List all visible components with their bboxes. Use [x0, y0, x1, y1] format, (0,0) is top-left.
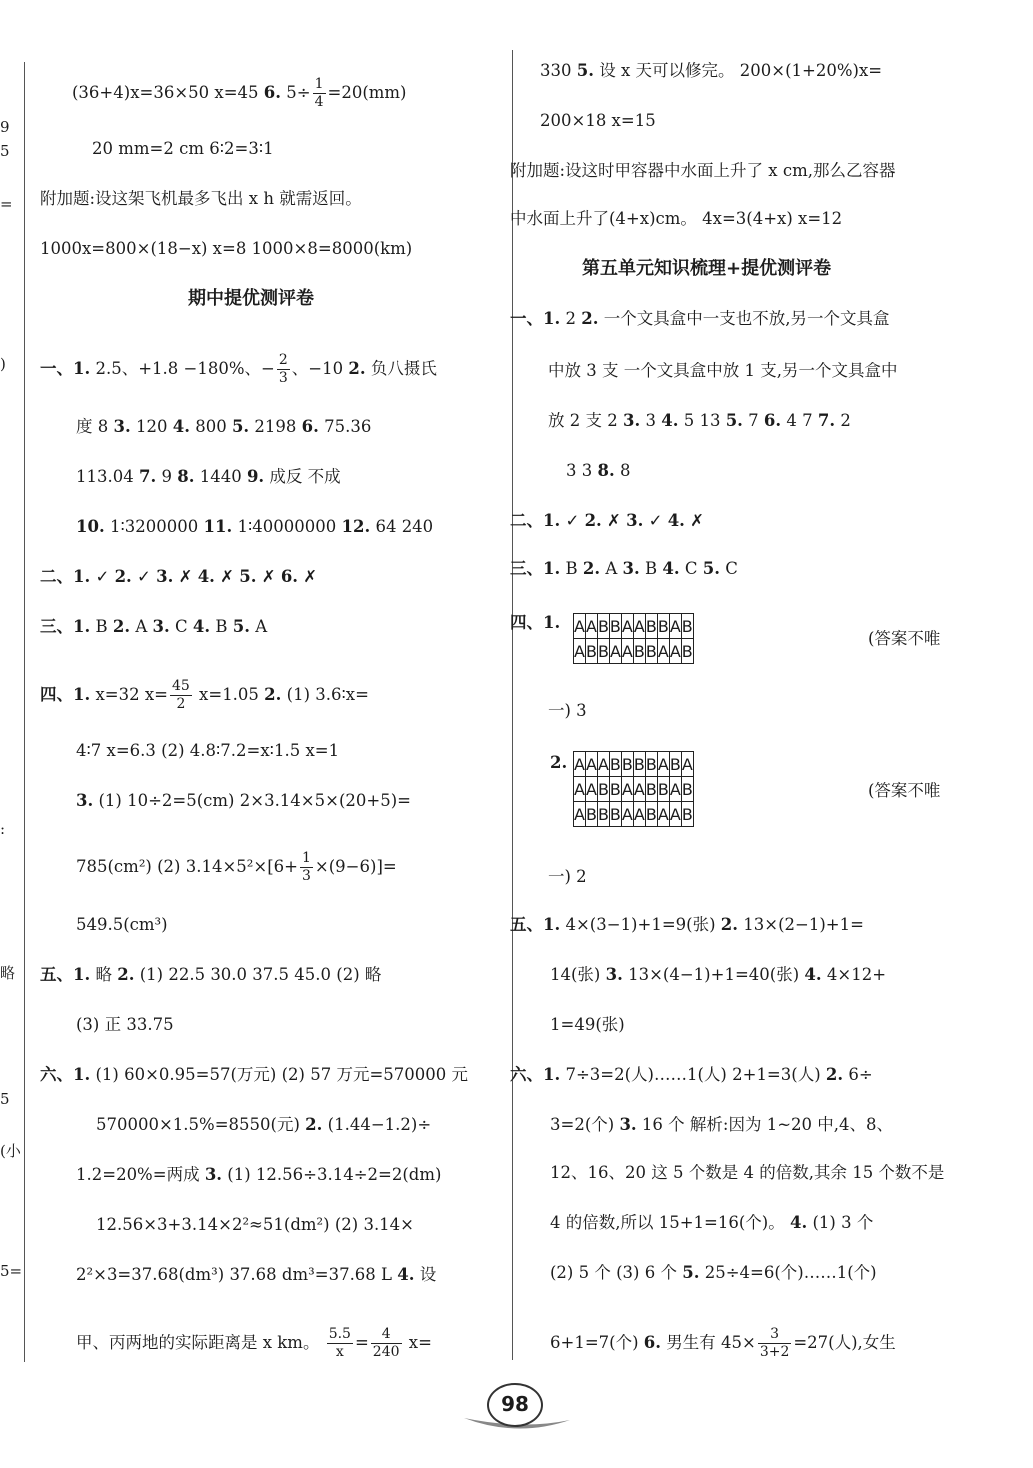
grid-cell: A — [574, 639, 586, 664]
text: x=1.05 — [193, 685, 265, 704]
text: 2 — [560, 309, 582, 328]
text: A — [130, 617, 153, 636]
text: A — [249, 617, 268, 636]
answer-line — [510, 1064, 873, 1086]
text: 1∶40000000 — [232, 517, 342, 536]
text: 14(张) — [550, 965, 606, 984]
grid-cell: B — [681, 777, 693, 802]
question-number: 9. — [246, 467, 265, 486]
grid-cell: A — [669, 614, 681, 639]
answer-line: 中放 3 支 一个文具盒中放 1 支,另一个文具盒中 — [548, 361, 898, 380]
text: 4 的倍数,所以 15+1=16(个)。 — [550, 1213, 790, 1232]
denominator: 240 — [372, 1344, 400, 1360]
grid-cell: B — [669, 752, 681, 777]
edge-fragment: 5 — [0, 142, 10, 160]
grid-cell: B — [609, 802, 621, 827]
text: ✗ — [298, 567, 318, 586]
text: 放 2 支 2 — [548, 411, 623, 430]
denominator: 3+2 — [759, 1344, 790, 1360]
grid-cell: B — [645, 614, 657, 639]
text: (1) 10÷2=5(cm) 2×3.14×5×(20+5)= — [93, 791, 411, 810]
text: 9 — [156, 467, 178, 486]
grid-cell: A — [633, 802, 645, 827]
section-prefix: 四、1. — [510, 613, 561, 632]
edge-fragment: 略 — [0, 964, 16, 982]
fraction — [758, 1326, 792, 1361]
text: =27(人),女生 — [793, 1333, 896, 1352]
grid-cell: A — [621, 614, 633, 639]
answer-line — [76, 466, 341, 488]
grid-cell: B — [657, 614, 669, 639]
question-number: 3. — [622, 411, 641, 430]
text: 设 — [414, 1265, 437, 1284]
grid-cell: A — [574, 802, 586, 827]
question-number: 5. — [725, 411, 743, 430]
question-number: 2. — [550, 753, 568, 772]
text: =20(mm) — [327, 83, 407, 102]
grid-cell: A — [669, 639, 681, 664]
grid-cell: A — [669, 802, 681, 827]
answer-line — [76, 850, 397, 885]
question-number: 4. — [790, 1213, 808, 1232]
text: 1.2=20%=两成 — [76, 1165, 205, 1184]
fraction — [300, 850, 313, 885]
answer-line: 12.56×3+3.14×2²≈51(dm²) (2) 3.14× — [96, 1215, 415, 1234]
text: ✗ — [601, 511, 627, 530]
question-number: 8. — [177, 467, 195, 486]
text: 64 240 — [370, 517, 434, 536]
grid-row — [574, 752, 694, 777]
grid-cell: A — [621, 639, 633, 664]
answer-line — [550, 1114, 893, 1136]
text: 成反 不成 — [264, 467, 341, 486]
grid-cell: A — [669, 777, 681, 802]
grid-cell: B — [645, 639, 657, 664]
question-number: 3. — [156, 567, 174, 586]
fraction — [277, 352, 290, 387]
edge-fragment: : — [0, 820, 6, 838]
question-number: 4. — [397, 1265, 415, 1284]
text: 甲、丙两地的实际距离是 x km。 — [76, 1333, 325, 1352]
text: B — [639, 559, 663, 578]
text: 2.5、+1.8 −180%、− — [90, 359, 275, 378]
section-prefix: 一、1. — [40, 359, 91, 378]
answer-line — [76, 1264, 436, 1286]
numerator: 1 — [314, 76, 324, 92]
answer-line — [550, 1262, 877, 1284]
question-number: 2. — [348, 359, 366, 378]
text: x=32 x= — [90, 685, 168, 704]
grid-cell: B — [609, 614, 621, 639]
question-number: 3. — [605, 965, 623, 984]
section-prefix: 三、1. — [510, 559, 561, 578]
grid-cell: B — [645, 777, 657, 802]
text: B — [210, 617, 233, 636]
answer-line — [550, 1326, 896, 1361]
answer-line: 4∶7 x=6.3 (2) 4.8∶7.2=x∶1.5 x=1 — [76, 741, 340, 760]
text: 6+1=7(个) — [550, 1333, 644, 1352]
question-number: 2. — [825, 1065, 844, 1084]
question-number: 4. — [661, 411, 679, 430]
text: 120 — [130, 417, 173, 436]
numerator: 45 — [171, 678, 190, 694]
text: C — [719, 559, 738, 578]
answer-line — [550, 964, 886, 986]
question-number: 2. — [582, 559, 601, 578]
grid-row — [574, 777, 694, 802]
answer-line — [76, 1164, 441, 1186]
bonus-question: 附加题:设这架飞机最多飞出 x h 就需返回。 — [40, 189, 362, 208]
text: B — [90, 617, 113, 636]
denominator: 2 — [176, 696, 186, 712]
text: 3 3 — [566, 461, 598, 480]
grid-1 — [573, 613, 694, 664]
grid-cell: A — [585, 614, 597, 639]
grid-cell: B — [657, 777, 669, 802]
edge-fragment: 5 — [0, 1090, 10, 1108]
grid-cell: A — [657, 752, 669, 777]
question-number: 5. — [239, 567, 257, 586]
question-number: 6. — [263, 83, 281, 102]
text: 16 个 解析:因为 1~20 中,4、8、 — [636, 1115, 894, 1134]
text: 785(cm²) (2) 3.14×5²×[6+ — [76, 857, 298, 876]
grid-cell: B — [681, 802, 693, 827]
grid-cell: B — [645, 802, 657, 827]
question-number: 4. — [804, 965, 822, 984]
text: 5÷ — [281, 83, 311, 102]
denominator: 4 — [314, 94, 324, 110]
text: (1) 3 个 — [807, 1213, 874, 1232]
answer-line — [510, 914, 864, 936]
grid-cell: A — [609, 639, 621, 664]
question-number: 12. — [341, 517, 371, 536]
text: 75.36 — [318, 417, 372, 436]
question-number: 6. — [643, 1333, 661, 1352]
question-number: 7. — [138, 467, 157, 486]
question-number: 2. — [264, 685, 282, 704]
question-number: 3. — [76, 791, 94, 810]
question-number: 5. — [702, 559, 720, 578]
answer-line: 1000x=800×(18−x) x=8 1000×8=8000(km) — [40, 239, 413, 258]
question-number: 5. — [682, 1263, 700, 1282]
answer-grid — [573, 751, 694, 827]
text: ✓ — [560, 511, 585, 530]
text: 2²×3=37.68(dm³) 37.68 dm³=37.68 L — [76, 1265, 398, 1284]
section-prefix: 二、1. — [40, 567, 91, 586]
answer-line — [76, 516, 433, 538]
text: 13×(2−1)+1= — [738, 915, 864, 934]
section-prefix: 一、1. — [510, 309, 561, 328]
grid-cell: B — [609, 777, 621, 802]
text: 800 — [189, 417, 232, 436]
text: ✗ — [214, 567, 240, 586]
section-prefix: 五、1. — [510, 915, 561, 934]
column-divider — [512, 50, 513, 1360]
grid-row — [574, 802, 694, 827]
text: (1.44−1.2)÷ — [322, 1115, 432, 1134]
grid-2 — [573, 751, 694, 827]
question-number: 8. — [597, 461, 615, 480]
text: 4×12+ — [821, 965, 887, 984]
question-number: 3. — [626, 511, 644, 530]
text: (1) 3.6∶x= — [281, 685, 369, 704]
grid-cell: B — [681, 639, 693, 664]
answer-line — [40, 566, 317, 588]
grid-row — [574, 639, 694, 664]
note-tail: 一) 2 — [548, 867, 587, 886]
question-number: 4. — [662, 559, 680, 578]
text: (1) 12.56÷3.14÷2=2(dm) — [222, 1165, 442, 1184]
answer-line — [76, 790, 411, 812]
section-prefix: 三、1. — [40, 617, 91, 636]
text: ✗ — [684, 511, 704, 530]
denominator: x — [335, 1344, 344, 1360]
edge-fragment: 9 — [0, 118, 10, 136]
text: ✓ — [90, 567, 115, 586]
answer-line — [548, 410, 851, 432]
question-number: 6. — [301, 417, 319, 436]
grid-cell: A — [633, 614, 645, 639]
grid-cell: A — [681, 752, 693, 777]
question-number: 4. — [667, 511, 685, 530]
bonus-question: 附加题:设这时甲容器中水面上升了 x cm,那么乙容器 — [510, 161, 896, 180]
grid-cell: A — [585, 752, 597, 777]
edge-fragment: (小 — [0, 1142, 21, 1160]
text: (36+4)x=36×50 x=45 — [72, 83, 264, 102]
note: (答案不唯 — [868, 629, 941, 648]
question-number: 3. — [622, 559, 640, 578]
text: = — [354, 1333, 369, 1352]
denominator: 3 — [278, 370, 288, 386]
text: 4×(3−1)+1=9(张) — [560, 915, 721, 934]
grid-cell: B — [597, 614, 609, 639]
answer-grid — [573, 613, 694, 664]
answer-line — [550, 1212, 873, 1234]
answer-line — [566, 460, 630, 482]
text: ✓ — [643, 511, 668, 530]
denominator: 3 — [302, 868, 311, 884]
edge-fragment: ) — [0, 355, 6, 373]
question-number: 5. — [232, 617, 250, 636]
answer-line: 200×18 x=15 — [540, 111, 656, 130]
fraction — [170, 678, 192, 713]
grid-cell: A — [574, 614, 586, 639]
grid-cell: B — [597, 777, 609, 802]
text: 1440 — [194, 467, 247, 486]
text: B — [560, 559, 583, 578]
margin-rule — [24, 62, 25, 1362]
grid-cell: B — [681, 614, 693, 639]
question-number: 6. — [280, 567, 299, 586]
fraction — [313, 76, 326, 111]
numerator: 5.5 — [328, 1326, 351, 1342]
fraction — [327, 1326, 353, 1361]
question-number: 2. — [720, 915, 738, 934]
text: 负八摄氏 — [365, 359, 437, 378]
grid-cell: B — [621, 752, 633, 777]
answer-line: 1=49(张) — [550, 1015, 625, 1034]
grid-cell: B — [585, 639, 597, 664]
grid-cell: A — [585, 777, 597, 802]
answer-line: 12、16、20 这 5 个数是 4 的倍数,其余 15 个数不是 — [550, 1163, 945, 1182]
answer-line — [40, 1064, 468, 1086]
question-number: 4. — [172, 417, 190, 436]
question-number: 4. — [197, 567, 215, 586]
text: 1∶3200000 — [104, 517, 204, 536]
grid-cell: A — [657, 639, 669, 664]
text: (1) 60×0.95=57(万元) (2) 57 万元=570000 元 — [90, 1065, 469, 1084]
question-number: 3. — [113, 417, 131, 436]
text: 、−10 — [291, 359, 349, 378]
numerator: 2 — [278, 352, 288, 368]
question-number: 11. — [203, 517, 233, 536]
text: 男生有 45× — [661, 1333, 756, 1352]
answer-line — [510, 558, 738, 580]
text: ✗ — [173, 567, 198, 586]
grid-row — [574, 614, 694, 639]
grid-cell: A — [574, 777, 586, 802]
section-prefix: 四、1. — [40, 685, 91, 704]
answer-line — [510, 308, 889, 330]
text: 6÷ — [843, 1065, 873, 1084]
text: ×(9−6)]= — [314, 857, 397, 876]
grid-cell: B — [609, 752, 621, 777]
text: 3=2(个) — [550, 1115, 620, 1134]
question-number: 2. — [305, 1115, 323, 1134]
edge-fragment: = — [0, 195, 13, 213]
grid-cell: B — [597, 802, 609, 827]
note-tail: 一) 3 — [548, 701, 587, 720]
text: 略 — [90, 965, 118, 984]
text: 4 7 — [781, 411, 818, 430]
grid-cell: A — [633, 777, 645, 802]
text: 25÷4=6(个)……1(个) — [699, 1263, 877, 1282]
grid-cell: B — [633, 639, 645, 664]
question-number: 10. — [76, 517, 105, 536]
grid-cell: A — [621, 802, 633, 827]
grid-cell: A — [621, 777, 633, 802]
grid-question-prefix — [510, 612, 560, 634]
text: 3 — [640, 411, 662, 430]
text: C — [169, 617, 193, 636]
text: 7÷3=2(人)……1(人) 2+1=3(人) — [560, 1065, 826, 1084]
grid-cell: B — [645, 752, 657, 777]
question-number: 2. — [581, 309, 599, 328]
text: 8 — [614, 461, 631, 480]
question-number: 6. — [763, 411, 782, 430]
text: 设 x 天可以修完。 200×(1+20%)x= — [593, 61, 883, 80]
question-number: 2. — [114, 567, 132, 586]
question-number: 2. — [117, 965, 135, 984]
text: 113.04 — [76, 467, 139, 486]
edge-fragment: 5= — [0, 1262, 23, 1280]
answer-line — [40, 352, 437, 387]
question-number: 5. — [576, 61, 594, 80]
text: C — [679, 559, 703, 578]
text: (1) 22.5 30.0 37.5 45.0 (2) 略 — [134, 965, 382, 984]
text: 一个文具盒中一支也不放,另一个文具盒 — [598, 309, 890, 328]
numerator: 1 — [302, 850, 311, 866]
text: 7 — [742, 411, 764, 430]
grid-cell: B — [633, 752, 645, 777]
grid-cell: B — [597, 639, 609, 664]
numerator: 4 — [371, 1326, 402, 1344]
text: (2) 5 个 (3) 6 个 — [550, 1263, 683, 1282]
fraction — [371, 1326, 402, 1361]
answer-line — [76, 416, 371, 438]
note: (答案不唯 — [868, 781, 941, 800]
text: 570000×1.5%=8550(元) — [96, 1115, 306, 1134]
section-prefix: 二、1. — [510, 511, 561, 530]
section-prefix: 六、1. — [510, 1065, 561, 1084]
answer-line — [510, 510, 704, 532]
grid-cell: B — [585, 802, 597, 827]
section-title: 期中提优测评卷 — [188, 288, 314, 309]
answer-line: 549.5(cm³) — [76, 915, 168, 934]
question-number: 3. — [204, 1165, 223, 1184]
answer-line — [96, 1114, 431, 1136]
question-number: 4. — [192, 617, 211, 636]
text: ✗ — [256, 567, 281, 586]
page-number: 98 — [487, 1383, 543, 1427]
answer-line: (3) 正 33.75 — [76, 1015, 174, 1034]
answer-line — [540, 60, 882, 82]
text: x= — [403, 1333, 432, 1352]
text: 度 8 — [76, 417, 114, 436]
answer-line: 中水面上升了(4+x)cm。 4x=3(4+x) x=12 — [510, 209, 843, 228]
text: 330 — [540, 61, 577, 80]
grid-cell: A — [597, 752, 609, 777]
text: 5 13 — [678, 411, 726, 430]
text: 13×(4−1)+1=40(张) — [622, 965, 805, 984]
answer-line — [72, 76, 407, 111]
answer-line — [40, 678, 369, 713]
question-number: 2. — [584, 511, 602, 530]
answer-line — [40, 616, 267, 638]
text: 2198 — [249, 417, 302, 436]
answer-line — [76, 1326, 432, 1361]
answer-line — [40, 964, 381, 986]
grid-cell: A — [574, 752, 586, 777]
section-prefix: 五、1. — [40, 965, 91, 984]
question-number: 7. — [817, 411, 836, 430]
numerator: 3 — [758, 1326, 792, 1344]
question-number: 2. — [112, 617, 131, 636]
text: 2 — [835, 411, 851, 430]
text: A — [600, 559, 623, 578]
question-number: 5. — [231, 417, 250, 436]
section-title: 第五单元知识梳理+提优测评卷 — [582, 258, 832, 279]
question-number: 3. — [619, 1115, 637, 1134]
section-prefix: 六、1. — [40, 1065, 91, 1084]
question-number: 3. — [152, 617, 170, 636]
answer-line: 20 mm=2 cm 6∶2=3∶1 — [92, 139, 274, 158]
grid-cell: A — [657, 802, 669, 827]
text: ✓ — [131, 567, 157, 586]
